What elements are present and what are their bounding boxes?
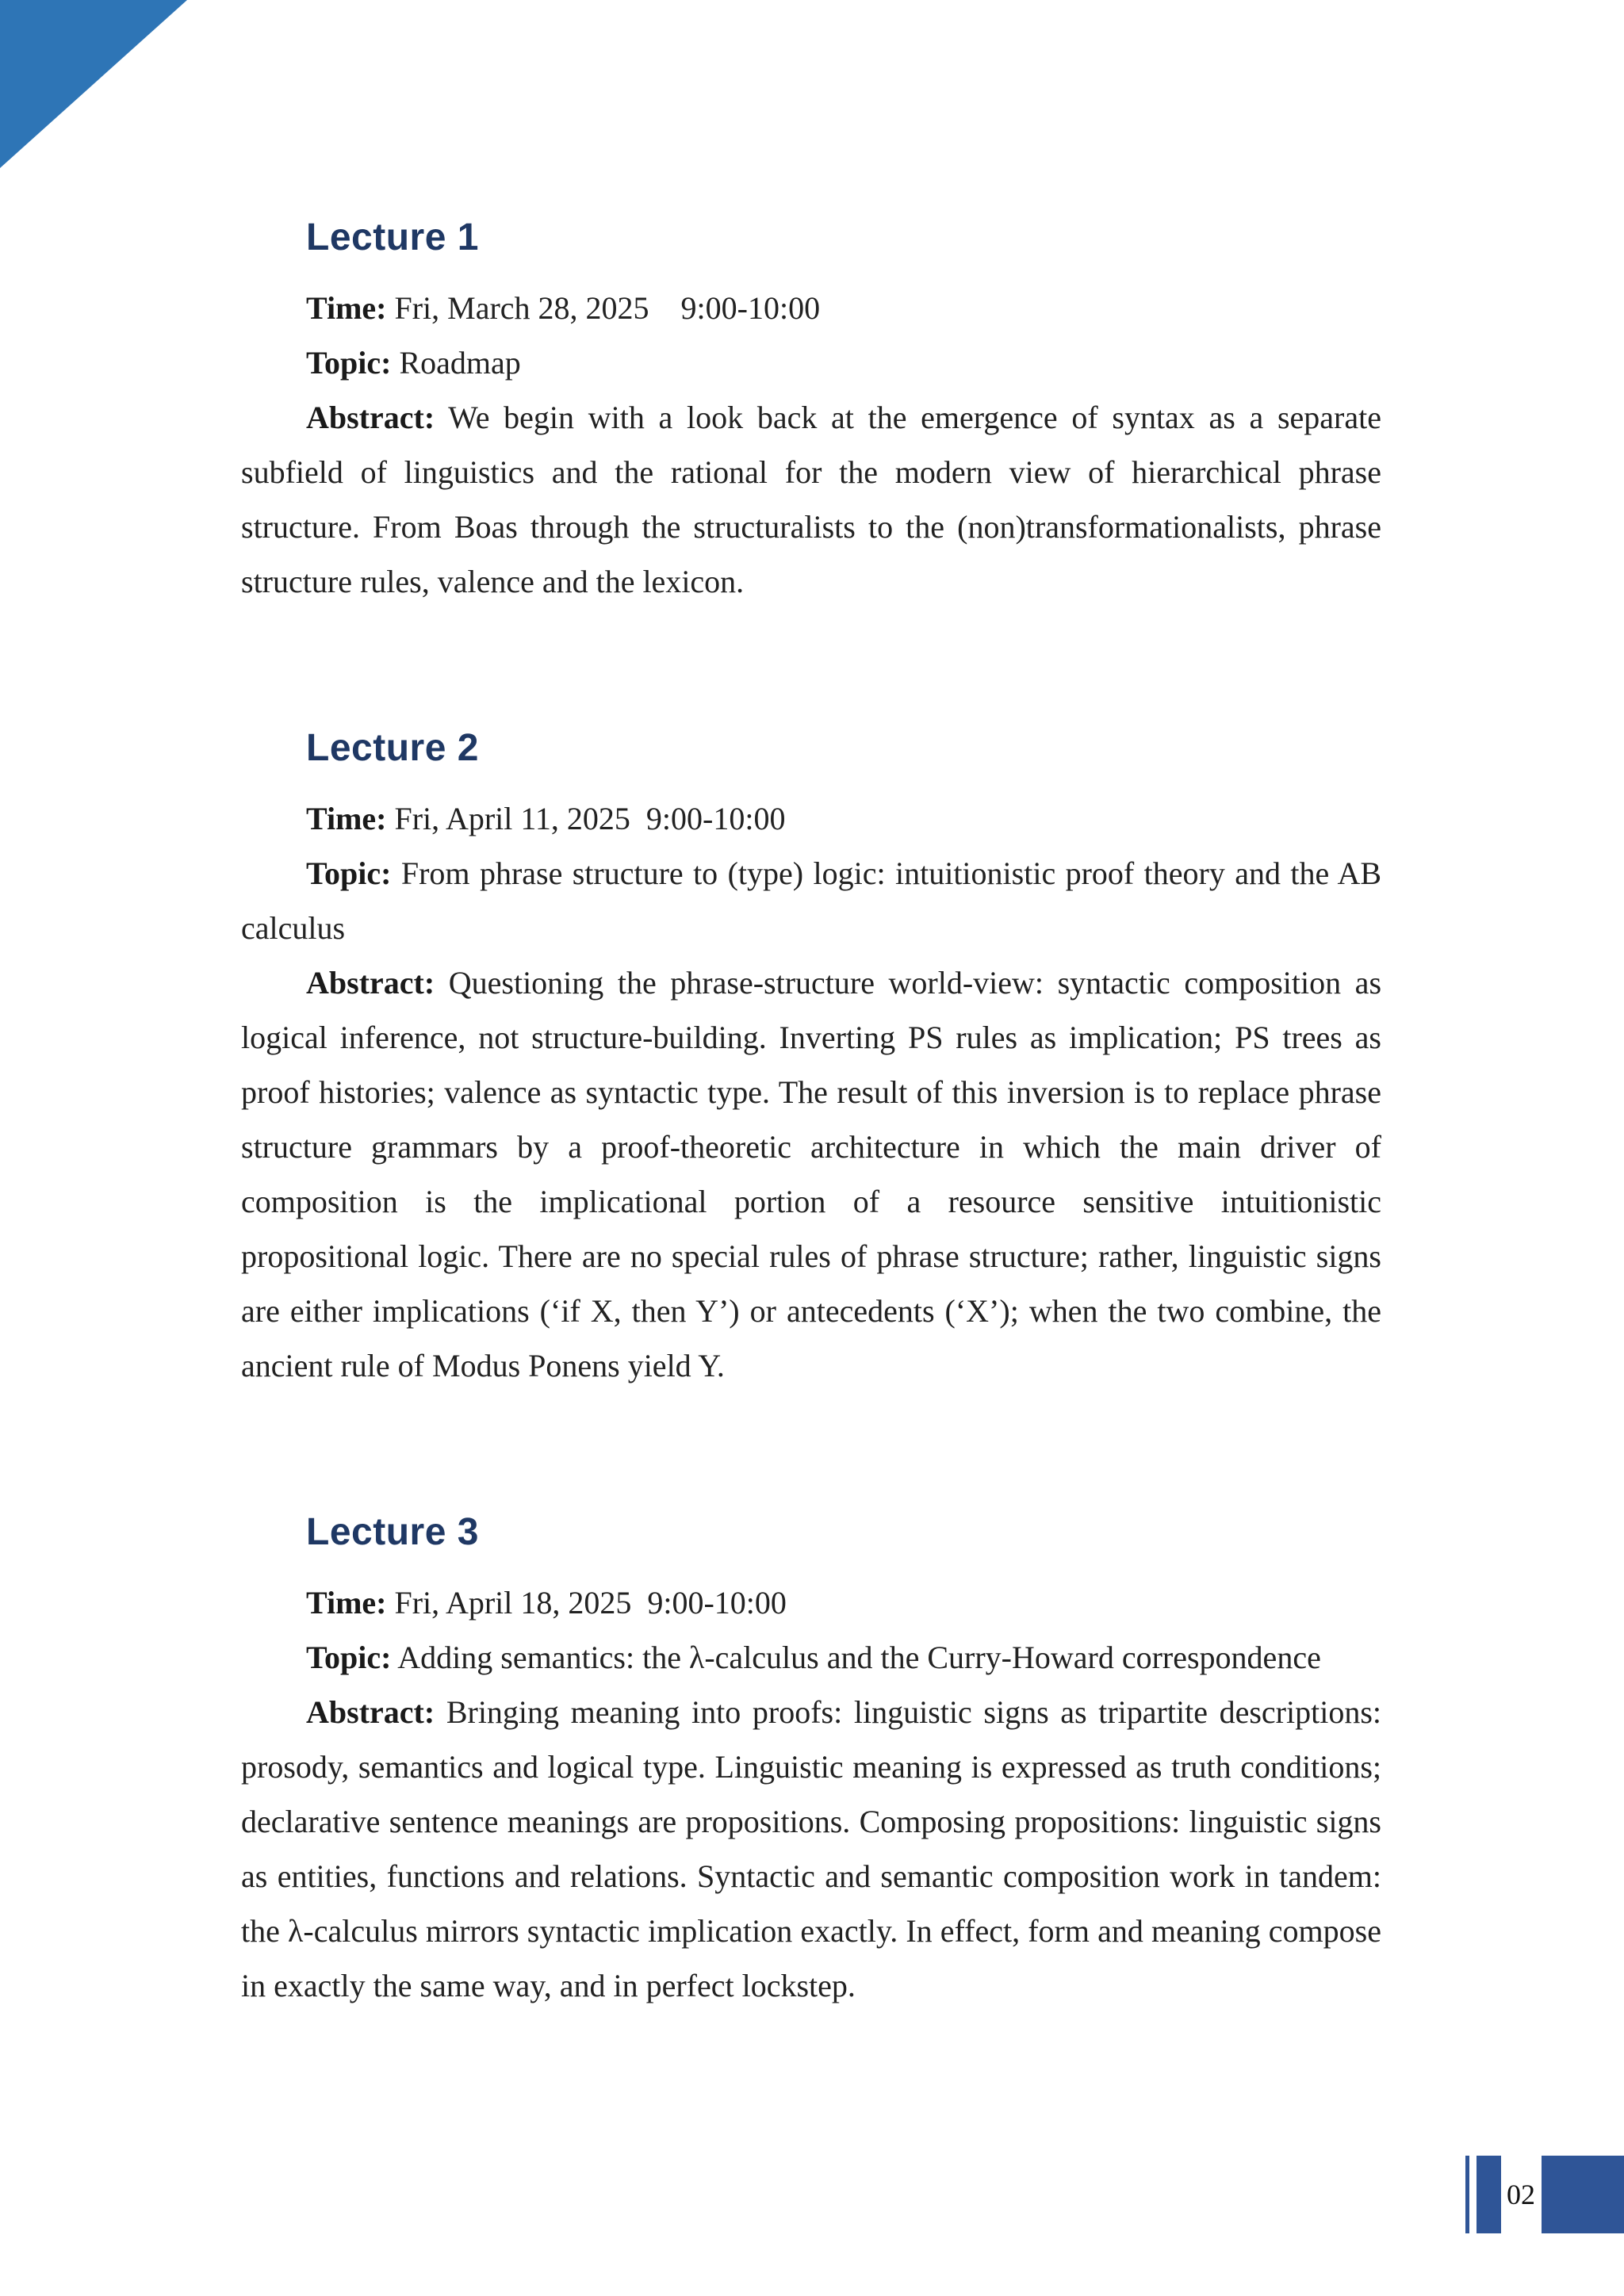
topic-value: Adding semantics: the λ-calculus and the Curry-Howard correspondence: [397, 1640, 1321, 1675]
time-label: Time:: [306, 801, 387, 836]
lecture-3-abstract: [241, 1685, 1381, 2013]
abstract-label: Abstract:: [306, 1694, 435, 1730]
topic-label: Topic:: [306, 345, 392, 381]
lecture-1-abstract: [241, 390, 1381, 609]
lecture-2-topic-line: [241, 846, 1381, 955]
time-label: Time:: [306, 1585, 387, 1621]
lecture-2-abstract: [241, 955, 1381, 1393]
lecture-1-time-line: [241, 281, 1381, 335]
footer-corner-block-decoration: [1542, 2156, 1624, 2233]
time-value: Fri, April 18, 2025 9:00-10:00: [394, 1585, 787, 1621]
topic-label: Topic:: [306, 855, 392, 891]
topic-value: Roadmap: [399, 345, 521, 381]
lecture-1-title: Lecture 1: [306, 216, 479, 258]
lecture-3-time-line: [241, 1575, 1381, 1630]
abstract-text: Bringing meaning into proofs: linguistic signs as tripartite descriptions: prosody, semantics and logical type. Linguistic meaning is expressed as truth conditions; declarative sentence meanings are propositions. Composing propositions: linguistic signs as entities, functions and relations. Syntactic and semantic composition work in tandem: the λ-calculus mirrors syntactic implication exactly. In effect, form and meaning compose in exactly the same way, and in perfect lockstep.: [241, 1694, 1381, 2003]
abstract-text: Questioning the phrase-structure world-view: syntactic composition as logical inference, not structure-building. Inverting PS rules as implication; PS trees as proof histories; valence as syntactic type. The result of this inversion is to replace phrase structure grammars by a proof-theoretic architecture in which the main driver of composition is the implicational portion of a resource sensitive intuitionistic propositional logic. There are no special rules of phrase structure; rather, linguistic signs are either implications (‘if X, then Y’) or antecedents (‘X’); when the two combine, the ancient rule of Modus Ponens yield Y.: [241, 965, 1382, 1383]
topic-label: Topic:: [306, 1640, 392, 1675]
abstract-text: We begin with a look back at the emergence of syntax as a separate subfield of linguistics and the rational for the modern view of hierarchical phrase structure. From Boas through the structuralists to the (non)transformationalists, phrase structure rules, valence and the lexicon.: [241, 400, 1382, 599]
topic-value: From phrase structure to (type) logic: intuitionistic proof theory and the AB calculus: [241, 855, 1382, 946]
abstract-label: Abstract:: [306, 965, 435, 1001]
time-label: Time:: [306, 290, 387, 326]
page-number: 02: [1507, 2179, 1535, 2210]
lecture-section-1: [241, 216, 1381, 609]
lecture-1-topic-line: [241, 335, 1381, 390]
time-value: Fri, March 28, 2025 9:00-10:00: [394, 290, 821, 326]
lecture-3-topic-line: [241, 1630, 1381, 1685]
lecture-2-time-line: [241, 791, 1381, 846]
page-footer: [1465, 2156, 1624, 2233]
lecture-2-title: Lecture 2: [306, 727, 479, 769]
lecture-3-title: Lecture 3: [306, 1511, 479, 1553]
time-value: Fri, April 11, 2025 9:00-10:00: [394, 801, 786, 836]
footer-thick-bar-decoration: [1477, 2156, 1501, 2233]
lecture-section-3: [241, 1510, 1381, 2013]
abstract-label: Abstract:: [306, 400, 435, 435]
lecture-section-2: [241, 726, 1381, 1393]
footer-thin-bar-decoration: [1465, 2156, 1469, 2233]
